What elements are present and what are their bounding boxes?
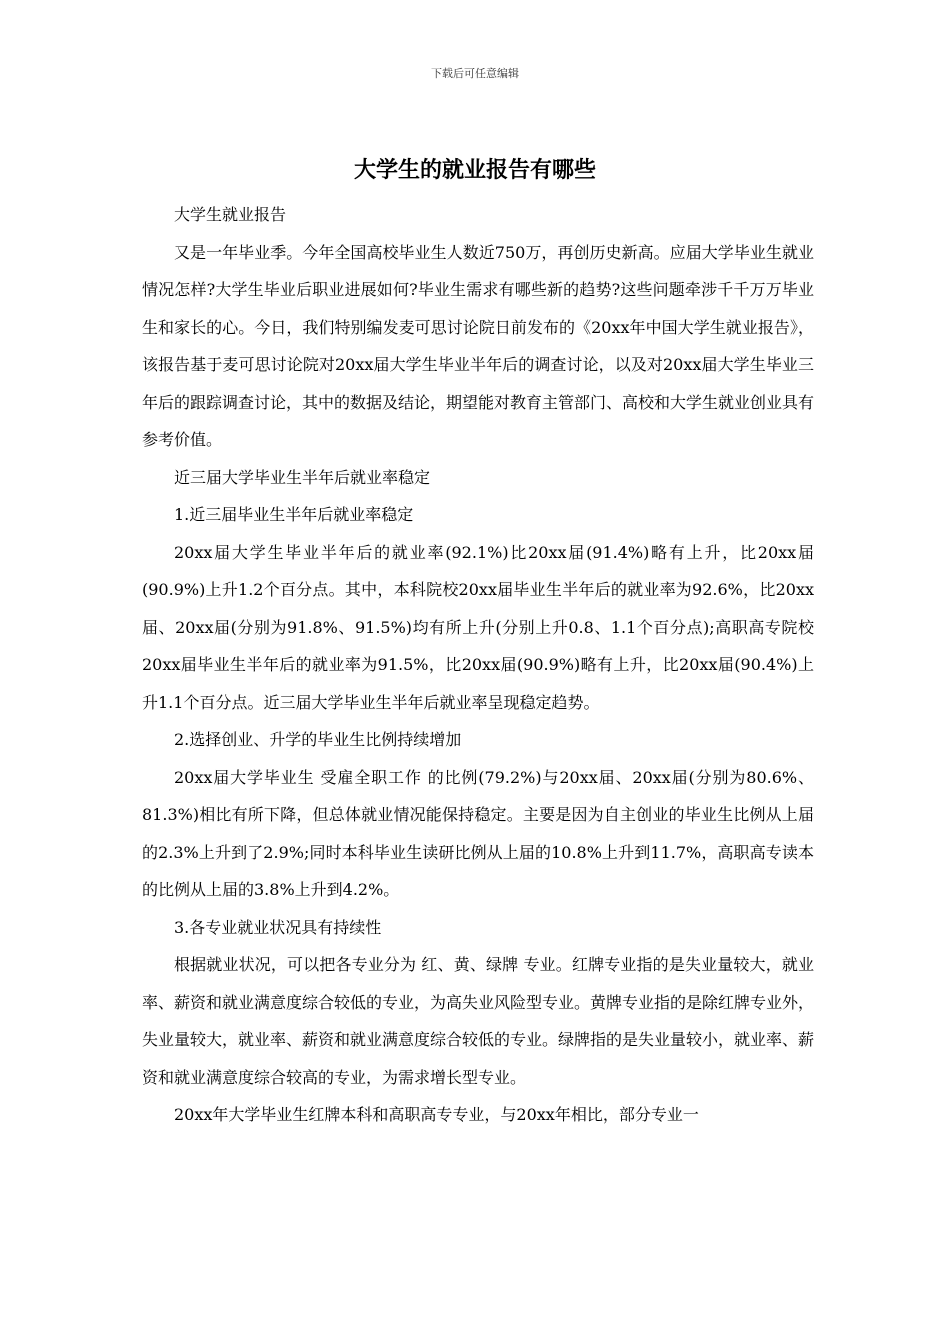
paragraph-startup-study: 20xx届大学毕业生 受雇全职工作 的比例(79.2%)与20xx届、20xx届(分别为80.6%、81.3%)相比有所下降，但总体就业情况能保持稳定。主要是因为自主创业的毕业生比例从上届的2.3%上升到了2.9%;同时本科毕业生读研比例从上届的10.8%上升到11.7%，高职高专读本的比例从上届的3.8%上升到4.2%。 xyxy=(142,767,814,899)
document-body xyxy=(142,196,814,1134)
subheading-1: 1.近三届毕业生半年后就业率稳定 xyxy=(174,505,414,524)
paragraph-subtitle: 大学生就业报告 xyxy=(174,205,287,224)
header-note: 下载后可任意编辑 xyxy=(431,67,519,80)
paragraph-intro: 又是一年毕业季。今年全国高校毕业生人数近750万，再创历史新高。应届大学毕业生就业情况怎样?大学生毕业后职业进展如何?毕业生需求有哪些新的趋势?这些问题牵涉千千万万毕业生和家长的心。今日，我们特别编发麦可思讨论院日前发布的《20xx年中国大学生就业报告》，该报告基于麦可思讨论院对20xx届大学生毕业半年后的调查讨论，以及对20xx届大学生毕业三年后的跟踪调查讨论，其中的数据及结论，期望能对教育主管部门、高校和大学生就业创业具有参考价值。 xyxy=(142,242,815,449)
subheading-3: 3.各专业就业状况具有持续性 xyxy=(174,917,382,937)
paragraph-major-categories: 根据就业状况，可以把各专业分为 红、黄、绿牌 专业。红牌专业指的是失业量较大，就业率、薪资和就业满意度综合较低的专业，为高失业风险型专业。黄牌专业指的是除红牌专业外，失业量较大，就业率、薪资和就业满意度综合较低的专业。绿牌指的是失业量较小，就业率、薪资和就业满意度综合较高的专业，为需求增长型专业。 xyxy=(142,955,815,1087)
section-heading: 近三届大学毕业生半年后就业率稳定 xyxy=(174,467,431,487)
subheading-2: 2.选择创业、升学的毕业生比例持续增加 xyxy=(174,730,462,749)
document-title: 大学生的就业报告有哪些 xyxy=(353,158,596,183)
paragraph-employment-rate: 20xx届大学生毕业半年后的就业率(92.1%)比20xx届(91.4%)略有上升，比20xx届(90.9%)上升1.2个百分点。其中，本科院校20xx届毕业生半年后的就业率为92.6%，比20xx届、20xx届(分别为91.8%、91.5%)均有所上升(分别上升0.8、1.1个百分点);高职高专院校20xx届毕业生半年后的就业率为91.5%，比20xx届(90.9%)略有上升，比20xx届(90.4%)上升1.1个百分点。近三届大学毕业生半年后就业率呈现稳定趋势。 xyxy=(142,542,814,712)
paragraph-red-card-majors: 20xx年大学毕业生红牌本科和高职高专专业，与20xx年相比，部分专业一 xyxy=(174,1105,699,1124)
